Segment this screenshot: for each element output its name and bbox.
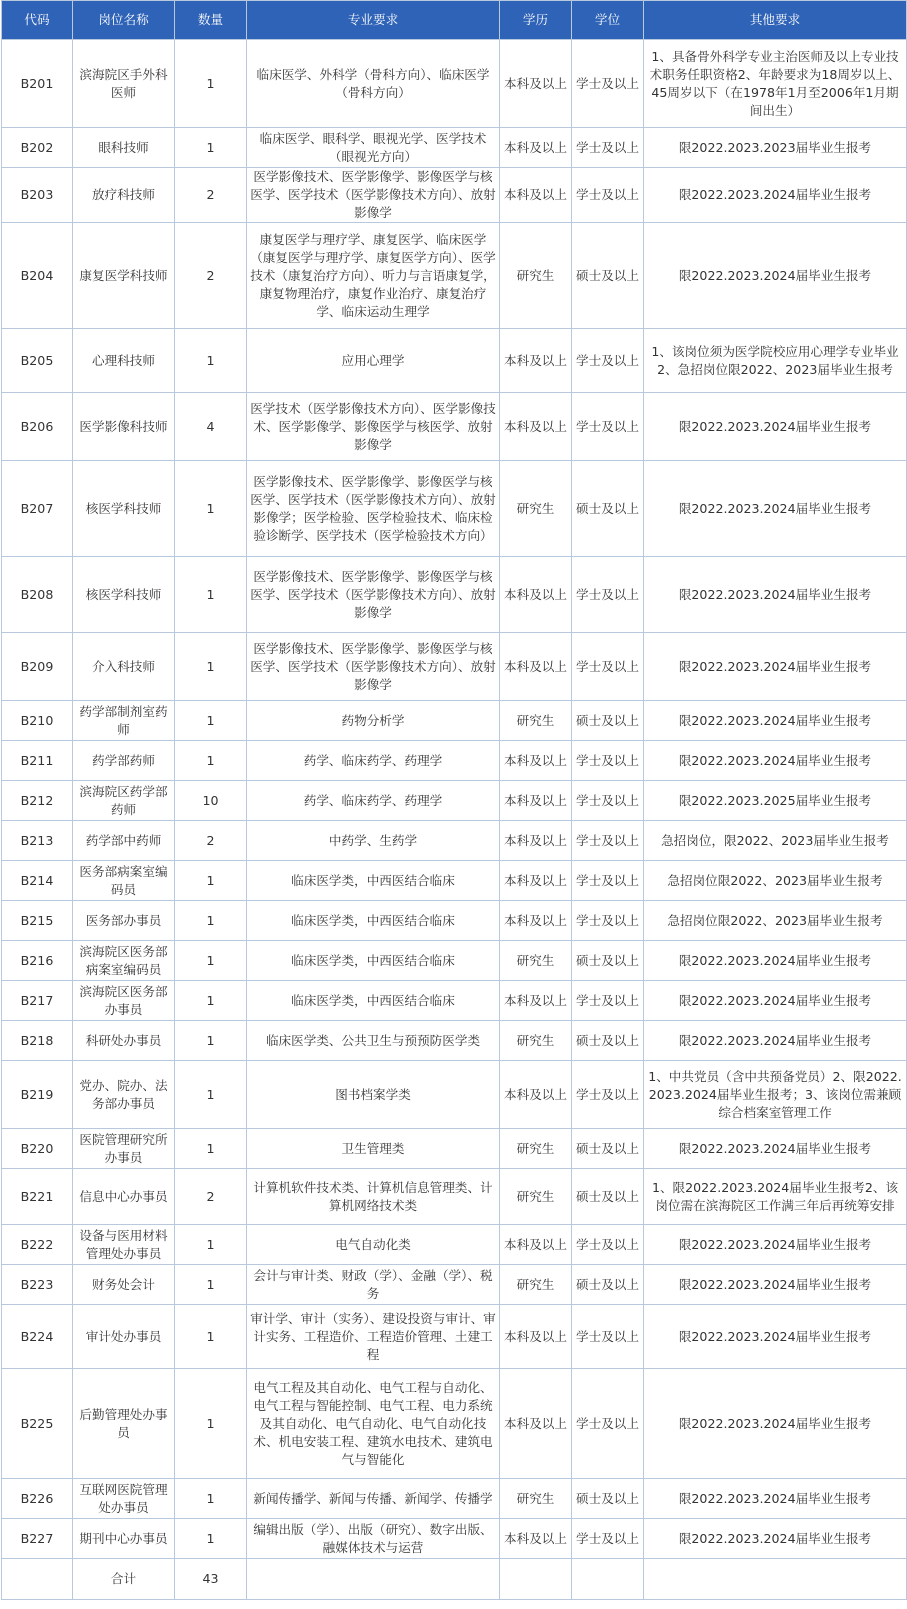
cell-major: 中药学、生药学 xyxy=(247,821,500,861)
cell-education: 研究生 xyxy=(500,1129,572,1169)
cell-major: 卫生管理类 xyxy=(247,1129,500,1169)
cell-degree: 学士及以上 xyxy=(572,1519,644,1559)
cell-code: B225 xyxy=(2,1369,73,1479)
cell-degree: 学士及以上 xyxy=(572,741,644,781)
table-row xyxy=(2,741,907,781)
cell-education: 研究生 xyxy=(500,1479,572,1519)
cell-degree: 硕士及以上 xyxy=(572,1129,644,1169)
cell-count: 1 xyxy=(175,1305,247,1369)
table-row xyxy=(2,821,907,861)
cell-major: 临床医学类，中西医结合临床 xyxy=(247,941,500,981)
cell-major: 医学影像技术、医学影像学、影像医学与核医学、医学技术（医学影像技术方向）、放射影像学 xyxy=(247,168,500,223)
cell-major: 医学影像技术、医学影像学、影像医学与核医学、医学技术（医学影像技术方向）、放射影像学；医学检验、医学检验技术、临床检验诊断学、医学技术（医学检验技术方向） xyxy=(247,461,500,557)
cell-code: B226 xyxy=(2,1479,73,1519)
cell-other: 1、限2022.2023.2024届毕业生报考2、该岗位需在滨海院区工作满三年后再统筹安排 xyxy=(644,1169,907,1225)
cell-degree: 硕士及以上 xyxy=(572,223,644,329)
cell-code: B221 xyxy=(2,1169,73,1225)
cell-major: 药学、临床药学、药理学 xyxy=(247,781,500,821)
cell-code: B213 xyxy=(2,821,73,861)
cell-education: 本科及以上 xyxy=(500,861,572,901)
cell-other: 急招岗位限2022、2023届毕业生报考 xyxy=(644,901,907,941)
table-row xyxy=(2,128,907,168)
cell-count: 1 xyxy=(175,1021,247,1061)
cell-title: 医务部办事员 xyxy=(73,901,175,941)
cell-title: 药学部制剂室药师 xyxy=(73,701,175,741)
cell-title: 核医学科技师 xyxy=(73,557,175,633)
total-empty xyxy=(2,1559,73,1600)
cell-education: 本科及以上 xyxy=(500,901,572,941)
total-row xyxy=(2,1559,907,1600)
cell-other: 限2022.2023.2024届毕业生报考 xyxy=(644,1225,907,1265)
cell-degree: 学士及以上 xyxy=(572,1369,644,1479)
cell-other: 限2022.2023.2024届毕业生报考 xyxy=(644,1129,907,1169)
cell-count: 10 xyxy=(175,781,247,821)
cell-count: 1 xyxy=(175,557,247,633)
cell-education: 本科及以上 xyxy=(500,1369,572,1479)
cell-degree: 学士及以上 xyxy=(572,633,644,701)
cell-count: 1 xyxy=(175,1225,247,1265)
cell-degree: 学士及以上 xyxy=(572,1305,644,1369)
cell-degree: 学士及以上 xyxy=(572,901,644,941)
cell-education: 研究生 xyxy=(500,1169,572,1225)
cell-degree: 学士及以上 xyxy=(572,781,644,821)
cell-major: 图书档案学类 xyxy=(247,1061,500,1129)
cell-title: 康复医学科技师 xyxy=(73,223,175,329)
total-empty xyxy=(500,1559,572,1600)
cell-title: 设备与医用材料管理处办事员 xyxy=(73,1225,175,1265)
cell-education: 本科及以上 xyxy=(500,781,572,821)
cell-major: 临床医学类，中西医结合临床 xyxy=(247,861,500,901)
cell-count: 2 xyxy=(175,821,247,861)
job-table xyxy=(1,0,907,1600)
cell-degree: 硕士及以上 xyxy=(572,1169,644,1225)
cell-degree: 学士及以上 xyxy=(572,557,644,633)
total-empty xyxy=(644,1559,907,1600)
cell-count: 1 xyxy=(175,981,247,1021)
cell-other: 限2022.2023.2024届毕业生报考 xyxy=(644,1305,907,1369)
cell-count: 2 xyxy=(175,1169,247,1225)
cell-major: 临床医学类，中西医结合临床 xyxy=(247,981,500,1021)
header-code: 代码 xyxy=(2,1,73,40)
table-row xyxy=(2,223,907,329)
table-row xyxy=(2,1129,907,1169)
cell-other: 限2022.2023.2024届毕业生报考 xyxy=(644,981,907,1021)
cell-code: B204 xyxy=(2,223,73,329)
cell-education: 本科及以上 xyxy=(500,1519,572,1559)
cell-degree: 学士及以上 xyxy=(572,821,644,861)
cell-count: 2 xyxy=(175,223,247,329)
cell-other: 限2022.2023.2024届毕业生报考 xyxy=(644,1021,907,1061)
cell-title: 后勤管理处办事员 xyxy=(73,1369,175,1479)
cell-major: 临床医学、眼科学、眼视光学、医学技术（眼视光方向） xyxy=(247,128,500,168)
cell-degree: 学士及以上 xyxy=(572,329,644,393)
cell-major: 计算机软件技术类、计算机信息管理类、计算机网络技术类 xyxy=(247,1169,500,1225)
cell-education: 本科及以上 xyxy=(500,168,572,223)
cell-code: B217 xyxy=(2,981,73,1021)
cell-code: B215 xyxy=(2,901,73,941)
cell-code: B203 xyxy=(2,168,73,223)
cell-code: B227 xyxy=(2,1519,73,1559)
cell-count: 1 xyxy=(175,461,247,557)
cell-title: 滨海院区手外科医师 xyxy=(73,40,175,128)
cell-count: 1 xyxy=(175,941,247,981)
table-row xyxy=(2,901,907,941)
cell-count: 1 xyxy=(175,1061,247,1129)
cell-degree: 学士及以上 xyxy=(572,981,644,1021)
header-count: 数量 xyxy=(175,1,247,40)
table-row xyxy=(2,40,907,128)
cell-title: 医务部病案室编码员 xyxy=(73,861,175,901)
header-other: 其他要求 xyxy=(644,1,907,40)
cell-title: 滨海院区医务部病案室编码员 xyxy=(73,941,175,981)
cell-title: 互联网医院管理处办事员 xyxy=(73,1479,175,1519)
cell-code: B210 xyxy=(2,701,73,741)
total-empty xyxy=(572,1559,644,1600)
cell-education: 本科及以上 xyxy=(500,741,572,781)
table-row xyxy=(2,781,907,821)
cell-count: 1 xyxy=(175,1369,247,1479)
header-major: 专业要求 xyxy=(247,1,500,40)
table-row xyxy=(2,1265,907,1305)
cell-other: 限2022.2023.2024届毕业生报考 xyxy=(644,168,907,223)
cell-other: 限2022.2023.2024届毕业生报考 xyxy=(644,941,907,981)
cell-degree: 学士及以上 xyxy=(572,861,644,901)
total-count: 43 xyxy=(175,1559,247,1600)
cell-count: 1 xyxy=(175,741,247,781)
table-row xyxy=(2,1519,907,1559)
table-row xyxy=(2,981,907,1021)
cell-education: 研究生 xyxy=(500,461,572,557)
cell-major: 药学、临床药学、药理学 xyxy=(247,741,500,781)
total-empty xyxy=(247,1559,500,1600)
cell-count: 1 xyxy=(175,1519,247,1559)
cell-degree: 硕士及以上 xyxy=(572,1479,644,1519)
cell-title: 心理科技师 xyxy=(73,329,175,393)
cell-code: B220 xyxy=(2,1129,73,1169)
cell-education: 本科及以上 xyxy=(500,1225,572,1265)
cell-other: 1、中共党员（含中共预备党员）2、限2022.2023.2024届毕业生报考；3、该岗位需兼顾综合档案室管理工作 xyxy=(644,1061,907,1129)
cell-title: 党办、院办、法务部办事员 xyxy=(73,1061,175,1129)
cell-code: B214 xyxy=(2,861,73,901)
cell-title: 审计处办事员 xyxy=(73,1305,175,1369)
cell-other: 限2022.2023.2024届毕业生报考 xyxy=(644,1519,907,1559)
cell-education: 研究生 xyxy=(500,223,572,329)
cell-other: 限2022.2023.2024届毕业生报考 xyxy=(644,223,907,329)
table-row xyxy=(2,1061,907,1129)
table-row xyxy=(2,633,907,701)
cell-other: 限2022.2023.2024届毕业生报考 xyxy=(644,393,907,461)
cell-other: 限2022.2023.2024届毕业生报考 xyxy=(644,741,907,781)
cell-count: 1 xyxy=(175,40,247,128)
table-row xyxy=(2,329,907,393)
table-row xyxy=(2,1305,907,1369)
cell-code: B218 xyxy=(2,1021,73,1061)
cell-count: 4 xyxy=(175,393,247,461)
cell-other: 限2022.2023.2025届毕业生报考 xyxy=(644,781,907,821)
cell-major: 电气工程及其自动化、电气工程与自动化、电气工程与智能控制、电气工程、电力系统及其自动化、电气自动化、电气自动化技术、机电安装工程、建筑水电技术、建筑电气与智能化 xyxy=(247,1369,500,1479)
cell-title: 介入科技师 xyxy=(73,633,175,701)
cell-major: 医学技术（医学影像技术方向）、医学影像技术、医学影像学、影像医学与核医学、放射影像学 xyxy=(247,393,500,461)
cell-education: 本科及以上 xyxy=(500,1061,572,1129)
cell-education: 研究生 xyxy=(500,1021,572,1061)
cell-education: 本科及以上 xyxy=(500,329,572,393)
cell-education: 本科及以上 xyxy=(500,633,572,701)
cell-other: 限2022.2023.2024届毕业生报考 xyxy=(644,461,907,557)
cell-code: B211 xyxy=(2,741,73,781)
cell-other: 限2022.2023.2024届毕业生报考 xyxy=(644,557,907,633)
cell-title: 滨海院区药学部药师 xyxy=(73,781,175,821)
cell-degree: 硕士及以上 xyxy=(572,1265,644,1305)
cell-other: 1、具备骨外科学专业主治医师及以上专业技术职务任职资格2、年龄要求为18周岁以上、45周岁以下（在1978年1月至2006年1月期间出生） xyxy=(644,40,907,128)
cell-major: 临床医学、外科学（骨科方向）、临床医学（骨科方向） xyxy=(247,40,500,128)
cell-education: 研究生 xyxy=(500,701,572,741)
cell-title: 核医学科技师 xyxy=(73,461,175,557)
cell-degree: 学士及以上 xyxy=(572,168,644,223)
header-education: 学历 xyxy=(500,1,572,40)
table-row xyxy=(2,1479,907,1519)
cell-other: 限2022.2023.2024届毕业生报考 xyxy=(644,633,907,701)
cell-count: 1 xyxy=(175,633,247,701)
cell-major: 审计学、审计（实务）、建设投资与审计、审计实务、工程造价、工程造价管理、土建工程 xyxy=(247,1305,500,1369)
cell-count: 1 xyxy=(175,1129,247,1169)
cell-major: 康复医学与理疗学、康复医学、临床医学（康复医学与理疗学、康复医学方向）、医学技术（康复治疗方向）、听力与言语康复学，康复物理治疗，康复作业治疗、康复治疗学、临床运动生理学 xyxy=(247,223,500,329)
total-label: 合计 xyxy=(73,1559,175,1600)
cell-other: 限2022.2023.2023届毕业生报考 xyxy=(644,128,907,168)
cell-count: 1 xyxy=(175,329,247,393)
cell-code: B206 xyxy=(2,393,73,461)
cell-other: 急招岗位，限2022、2023届毕业生报考 xyxy=(644,821,907,861)
cell-count: 1 xyxy=(175,701,247,741)
cell-title: 期刊中心办事员 xyxy=(73,1519,175,1559)
cell-count: 1 xyxy=(175,1265,247,1305)
cell-major: 医学影像技术、医学影像学、影像医学与核医学、医学技术（医学影像技术方向）、放射影像学 xyxy=(247,633,500,701)
header-row xyxy=(2,1,907,40)
cell-count: 1 xyxy=(175,901,247,941)
cell-other: 限2022.2023.2024届毕业生报考 xyxy=(644,1479,907,1519)
cell-other: 急招岗位限2022、2023届毕业生报考 xyxy=(644,861,907,901)
cell-major: 临床医学类，中西医结合临床 xyxy=(247,901,500,941)
cell-major: 应用心理学 xyxy=(247,329,500,393)
cell-code: B222 xyxy=(2,1225,73,1265)
cell-title: 科研处办事员 xyxy=(73,1021,175,1061)
cell-degree: 学士及以上 xyxy=(572,128,644,168)
cell-count: 1 xyxy=(175,1479,247,1519)
cell-code: B208 xyxy=(2,557,73,633)
cell-code: B223 xyxy=(2,1265,73,1305)
cell-code: B205 xyxy=(2,329,73,393)
table-row xyxy=(2,393,907,461)
cell-code: B202 xyxy=(2,128,73,168)
cell-major: 编辑出版（学）、出版（研究）、数字出版、融媒体技术与运营 xyxy=(247,1519,500,1559)
cell-title: 眼科技师 xyxy=(73,128,175,168)
cell-code: B201 xyxy=(2,40,73,128)
cell-title: 药学部药师 xyxy=(73,741,175,781)
cell-education: 本科及以上 xyxy=(500,821,572,861)
table-row xyxy=(2,861,907,901)
cell-other: 限2022.2023.2024届毕业生报考 xyxy=(644,1369,907,1479)
cell-title: 信息中心办事员 xyxy=(73,1169,175,1225)
table-row xyxy=(2,1021,907,1061)
cell-code: B219 xyxy=(2,1061,73,1129)
cell-education: 本科及以上 xyxy=(500,981,572,1021)
cell-major: 电气自动化类 xyxy=(247,1225,500,1265)
cell-degree: 硕士及以上 xyxy=(572,1021,644,1061)
cell-major: 药物分析学 xyxy=(247,701,500,741)
cell-code: B224 xyxy=(2,1305,73,1369)
cell-title: 财务处会计 xyxy=(73,1265,175,1305)
table-row xyxy=(2,1225,907,1265)
header-degree: 学位 xyxy=(572,1,644,40)
table-row xyxy=(2,1369,907,1479)
cell-title: 医院管理研究所办事员 xyxy=(73,1129,175,1169)
cell-degree: 学士及以上 xyxy=(572,1225,644,1265)
table-row xyxy=(2,168,907,223)
cell-education: 本科及以上 xyxy=(500,1305,572,1369)
cell-other: 限2022.2023.2024届毕业生报考 xyxy=(644,701,907,741)
cell-education: 本科及以上 xyxy=(500,128,572,168)
cell-education: 研究生 xyxy=(500,941,572,981)
cell-code: B209 xyxy=(2,633,73,701)
cell-major: 会计与审计类、财政（学）、金融（学）、税务 xyxy=(247,1265,500,1305)
cell-count: 1 xyxy=(175,861,247,901)
cell-education: 本科及以上 xyxy=(500,40,572,128)
cell-major: 临床医学类、公共卫生与预预防医学类 xyxy=(247,1021,500,1061)
table-row xyxy=(2,1169,907,1225)
cell-other: 限2022.2023.2024届毕业生报考 xyxy=(644,1265,907,1305)
cell-degree: 学士及以上 xyxy=(572,393,644,461)
table-row xyxy=(2,701,907,741)
cell-degree: 硕士及以上 xyxy=(572,701,644,741)
cell-code: B207 xyxy=(2,461,73,557)
cell-other: 1、该岗位须为医学院校应用心理学专业毕业2、急招岗位限2022、2023届毕业生报考 xyxy=(644,329,907,393)
cell-major: 医学影像技术、医学影像学、影像医学与核医学、医学技术（医学影像技术方向）、放射影像学 xyxy=(247,557,500,633)
header-title: 岗位名称 xyxy=(73,1,175,40)
cell-education: 研究生 xyxy=(500,1265,572,1305)
cell-title: 医学影像科技师 xyxy=(73,393,175,461)
cell-degree: 学士及以上 xyxy=(572,40,644,128)
cell-title: 放疗科技师 xyxy=(73,168,175,223)
cell-count: 2 xyxy=(175,168,247,223)
cell-title: 药学部中药师 xyxy=(73,821,175,861)
cell-education: 本科及以上 xyxy=(500,393,572,461)
table-row xyxy=(2,461,907,557)
table-row xyxy=(2,557,907,633)
cell-degree: 学士及以上 xyxy=(572,1061,644,1129)
cell-education: 本科及以上 xyxy=(500,557,572,633)
cell-title: 滨海院区医务部办事员 xyxy=(73,981,175,1021)
cell-major: 新闻传播学、新闻与传播、新闻学、传播学 xyxy=(247,1479,500,1519)
table-row xyxy=(2,941,907,981)
cell-count: 1 xyxy=(175,128,247,168)
cell-degree: 硕士及以上 xyxy=(572,461,644,557)
cell-code: B212 xyxy=(2,781,73,821)
cell-degree: 硕士及以上 xyxy=(572,941,644,981)
cell-code: B216 xyxy=(2,941,73,981)
